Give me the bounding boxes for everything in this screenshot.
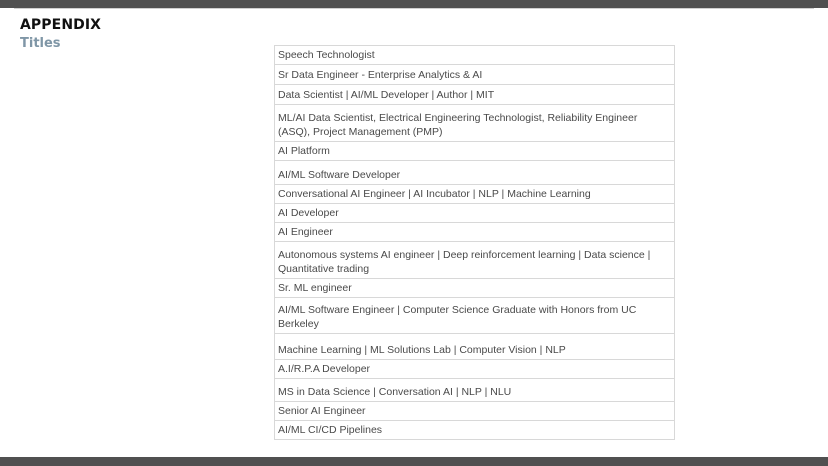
- title-cell: AI/ML CI/CD Pipelines: [275, 421, 675, 440]
- top-bar: [0, 0, 828, 8]
- title-cell: ML/AI Data Scientist, Electrical Engineering Technologist, Reliability Engineer (ASQ), Project Management (PMP): [275, 105, 675, 142]
- title-cell: MS in Data Science | Conversation AI | NLP | NLU: [275, 379, 675, 402]
- table-row: [275, 379, 675, 402]
- table-row: [275, 204, 675, 223]
- titles-table: [274, 45, 675, 440]
- title-cell: Conversational AI Engineer | AI Incubator | NLP | Machine Learning: [275, 185, 675, 204]
- table-row: [275, 334, 675, 360]
- title-cell: Senior AI Engineer: [275, 402, 675, 421]
- title-cell: Sr. ML engineer: [275, 279, 675, 298]
- title-cell: A.I/R.P.A Developer: [275, 360, 675, 379]
- table-row: [275, 421, 675, 440]
- table-row: [275, 161, 675, 185]
- title-cell: AI Developer: [275, 204, 675, 223]
- table-row: [275, 360, 675, 379]
- table-row: [275, 279, 675, 298]
- title-cell: AI Engineer: [275, 223, 675, 242]
- table-row: [275, 105, 675, 142]
- title-cell: Sr Data Engineer - Enterprise Analytics & AI: [275, 65, 675, 85]
- bottom-bar: [0, 457, 828, 466]
- table-row: [275, 185, 675, 204]
- title-cell: AI Platform: [275, 142, 675, 161]
- table-row: [275, 65, 675, 85]
- table-row: [275, 402, 675, 421]
- title-cell: Machine Learning | ML Solutions Lab | Computer Vision | NLP: [275, 334, 675, 360]
- table-row: [275, 298, 675, 334]
- title-cell: Speech Technologist: [275, 46, 675, 65]
- title-cell: AI/ML Software Engineer | Computer Science Graduate with Honors from UC Berkeley: [275, 298, 675, 334]
- table-row: [275, 223, 675, 242]
- table-row: [275, 142, 675, 161]
- page-subtitle: Titles: [20, 36, 61, 51]
- table-row: [275, 242, 675, 279]
- title-cell: Autonomous systems AI engineer | Deep reinforcement learning | Data science | Quantitative trading: [275, 242, 675, 279]
- page-title: APPENDIX: [20, 17, 102, 33]
- table-row: [275, 85, 675, 105]
- table-row: [275, 46, 675, 65]
- top-divider: [14, 8, 814, 9]
- title-cell: AI/ML Software Developer: [275, 161, 675, 185]
- title-cell: Data Scientist | AI/ML Developer | Author | MIT: [275, 85, 675, 105]
